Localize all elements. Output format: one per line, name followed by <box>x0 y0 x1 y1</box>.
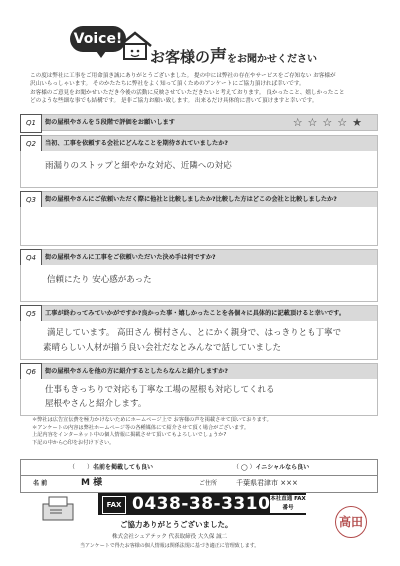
answer-line: 屋根やさんと紹介します。 <box>45 399 147 409</box>
consent-option-initial[interactable]: （ ◯ ）イニシャルなら良い <box>233 464 310 471</box>
privacy-text: 当アンケートで得たお客様の個人情報は関係法規に基づき適正に管理致します。 <box>80 543 260 549</box>
consent-option-full[interactable]: （ ）名前を掲載しても良い <box>69 464 154 471</box>
answer-line: 仕事もきっちりで対応も丁寧な工場の屋根も対応してくれる <box>45 385 275 395</box>
answer-box-5[interactable] <box>20 321 378 360</box>
answer-line: 満足しています。 高田さん 樹村さん、とにかく親身で、はっきりとも丁寧で <box>47 328 342 338</box>
question-3: Q3 街の屋根やさんにご依頼いただく際に他社と比較しましたか?比較した方はどこの会社と比較しましたか? <box>20 191 378 208</box>
answer-box-2[interactable] <box>20 151 378 188</box>
question-5: Q5 工事が終わってみていかがですか?良かった事・嬉しかったことを各個々に具体的に記載頂けると幸いです。 <box>20 305 378 322</box>
voice-badge: Voice! <box>70 26 126 52</box>
notes: ＊弊社は広告宣伝費を極力かけないためにホームページ上で お客様の声を掲載させて頂いております。 ＊アンケートの内容は弊社ホームページ等の各種媒体にて紹介させて頂く場合がございます。 上記内容をインターネット中の個人情報に掲載させて頂いてもよろしいでしょうか? 下記の中から○印をお付け下さい。 <box>32 417 272 446</box>
question-4: Q4 街の屋根やさんに工事をご依頼いただいた決め手は何ですか? <box>20 249 378 266</box>
name-value: M 様 <box>81 478 103 488</box>
thanks-text: ご協力ありがとうございました。 <box>120 520 233 529</box>
question-2: Q2 当初、工事を依頼する会社にどんなことを期待されていましたか? <box>20 135 378 152</box>
address-label: ご住所 <box>199 480 218 487</box>
answer-box-6[interactable] <box>20 379 378 416</box>
intro-text: この度は弊社に工事をご用命頂き誠にありがとうございました。 提の中には弊社の存在やサービスをご存知ない お客様が 沢山いらっしゃいます。 そのかたたちに弊社をよく知って頂くためのアンケートにご協力頂ければ幸いです。 お客様のご意見をお聞かせいただき今後の活動に反映させていただきたいと考えております。 良かったこと、嬉しかったこと どのような些細な事でも結構です。 是非ご協力お願い致します。 出来るだけ具体的に書いて頂けますと幸いです。 <box>30 73 345 105</box>
address-value: 千葉県君津市 ××× <box>236 479 298 487</box>
company-seal: 高田 <box>335 506 367 538</box>
answer-line: 素晴らしい人材が揃う良い会社だなとみんなで話していました <box>43 343 282 353</box>
answer-line: 信頼にたり 安心感があった <box>47 275 152 285</box>
fax-number: 0438-38-3310 <box>132 494 271 514</box>
page-title: お客様の声をお聞かせください <box>150 47 318 67</box>
fax-machine-icon <box>40 494 76 524</box>
question-6: Q6 街の屋根やさんを他の方に紹介するとしたらなんと紹介しますか? <box>20 363 378 380</box>
fax-tag: 本社直通 FAX番号 <box>270 496 306 511</box>
star-rating[interactable]: ☆☆☆☆★ <box>292 116 367 129</box>
name-label: 名 前 <box>33 480 48 487</box>
house-icon <box>117 30 153 60</box>
fax-banner: FAX 0438-38-3310 本社直通 FAX番号 <box>98 493 306 515</box>
answer-box-4[interactable] <box>20 265 378 302</box>
question-1: Q1 街の屋根やさんを５段階で評価をお願いします ☆☆☆☆★ <box>20 114 378 131</box>
answer-line: 雨漏りのストップと細やかな対応、近隣への対応 <box>45 161 232 171</box>
name-consent-table <box>20 459 378 493</box>
company-text: 株式会社シェアテック 代表取締役 大久保 誠二 <box>112 534 228 540</box>
answer-box-3[interactable] <box>20 207 378 246</box>
